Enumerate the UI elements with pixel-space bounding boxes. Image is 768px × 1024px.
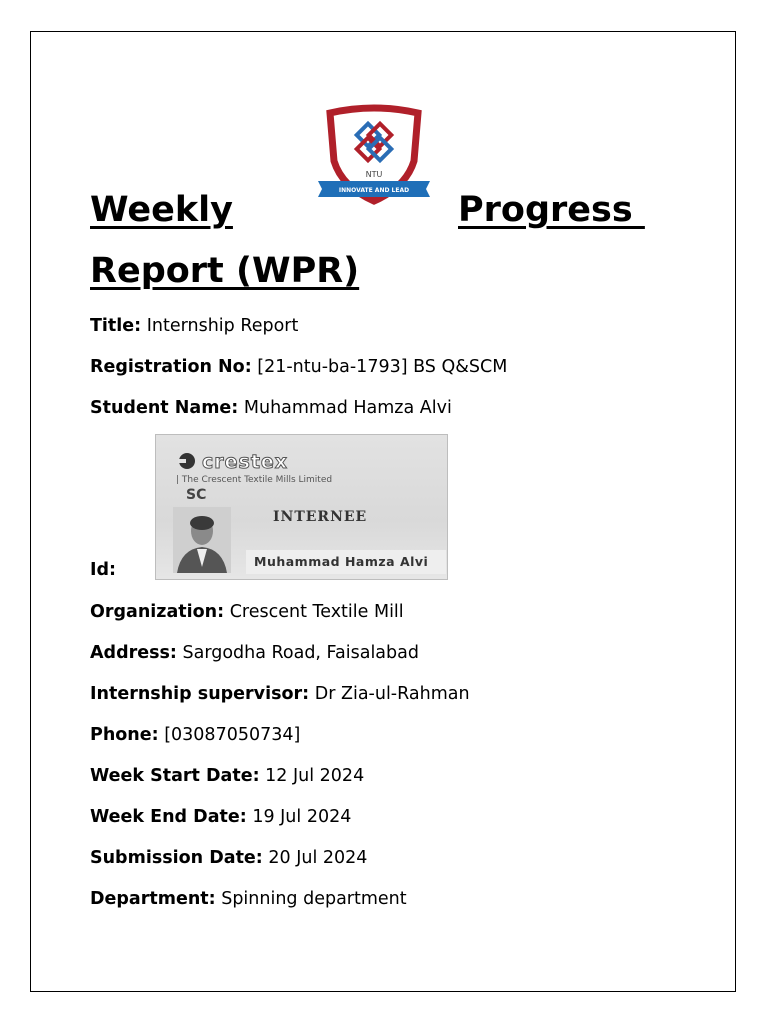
field-address: Address: Sargodha Road, Faisalabad xyxy=(90,643,419,663)
card-name: Muhammad Hamza Alvi xyxy=(254,554,429,569)
crestex-logo-icon xyxy=(176,450,198,472)
card-role: INTERNEE xyxy=(273,509,368,525)
field-organization: Organization: Crescent Textile Mill xyxy=(90,602,404,622)
logo-motto: INNOVATE AND LEAD xyxy=(338,187,410,194)
field-id: Id: xyxy=(90,560,117,580)
field-phone: Phone: [03087050734] xyxy=(90,725,301,745)
field-week-start: Week Start Date: 12 Jul 2024 xyxy=(90,766,365,786)
field-supervisor: Internship supervisor: Dr Zia-ul-Rahman xyxy=(90,684,470,704)
logo-emblem-icon xyxy=(357,124,392,161)
card-company: | The Crescent Textile Mills Limited xyxy=(176,475,333,485)
card-brand: crestex xyxy=(202,451,289,473)
card-photo xyxy=(173,507,231,573)
field-week-end: Week End Date: 19 Jul 2024 xyxy=(90,807,352,827)
field-submission: Submission Date: 20 Jul 2024 xyxy=(90,848,368,868)
heading-word-progress: Progress xyxy=(458,190,645,230)
field-student-name: Student Name: Muhammad Hamza Alvi xyxy=(90,398,452,418)
ntu-logo xyxy=(316,103,432,215)
field-title: Title: Internship Report xyxy=(90,316,299,336)
field-registration: Registration No: [21-ntu-ba-1793] BS Q&SCM xyxy=(90,357,508,377)
field-department: Department: Spinning department xyxy=(90,889,407,909)
heading-word-weekly: Weekly xyxy=(90,190,233,230)
id-card-image xyxy=(155,434,448,580)
heading-line-report: Report (WPR) xyxy=(90,251,360,291)
card-code: SC xyxy=(186,487,207,503)
logo-abbr: NTU xyxy=(365,170,383,179)
